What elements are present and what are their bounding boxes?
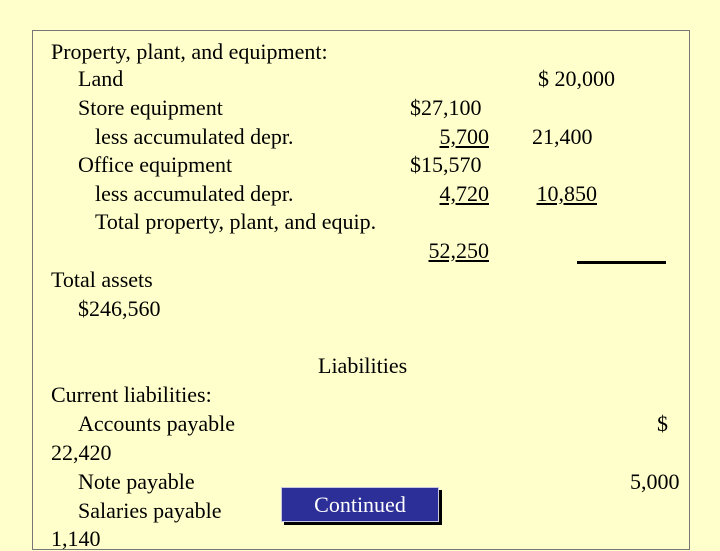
current-liabilities-label: Current liabilities:: [51, 382, 212, 407]
store-net-amount: 21,400: [532, 124, 593, 149]
salaries-payable-amount: 1,140: [51, 526, 101, 551]
note-payable-label: Note payable: [78, 469, 195, 494]
office-net-amount: 10,850: [536, 181, 597, 206]
office-equipment-amount: $15,570: [410, 152, 482, 177]
office-equipment-label: Office equipment: [78, 152, 233, 177]
office-depr-amount: 4,720: [439, 181, 489, 206]
office-depr-label: less accumulated depr.: [95, 181, 294, 206]
total-underline: [577, 261, 666, 264]
continued-button[interactable]: Continued: [281, 487, 439, 522]
store-equipment-amount: $27,100: [410, 95, 482, 120]
accounts-payable-amount: 22,420: [51, 440, 112, 465]
store-equipment-label: Store equipment: [78, 95, 223, 120]
total-ppe-amount: 52,250: [428, 238, 489, 263]
total-assets-amount: $246,560: [78, 296, 161, 321]
note-payable-amount: 5,000: [630, 469, 680, 494]
accounts-payable-currency: $: [657, 411, 668, 436]
accounts-payable-label: Accounts payable: [78, 411, 235, 436]
land-amount: $ 20,000: [538, 66, 615, 91]
salaries-payable-label: Salaries payable: [78, 498, 222, 523]
liabilities-heading: Liabilities: [318, 353, 408, 378]
store-depr-label: less accumulated depr.: [95, 124, 294, 149]
ppe-heading: Property, plant, and equipment:: [51, 39, 328, 64]
total-assets-label: Total assets: [51, 267, 153, 292]
land-label: Land: [78, 66, 124, 91]
store-depr-amount: 5,700: [439, 124, 489, 149]
total-ppe-label: Total property, plant, and equip.: [95, 209, 377, 234]
